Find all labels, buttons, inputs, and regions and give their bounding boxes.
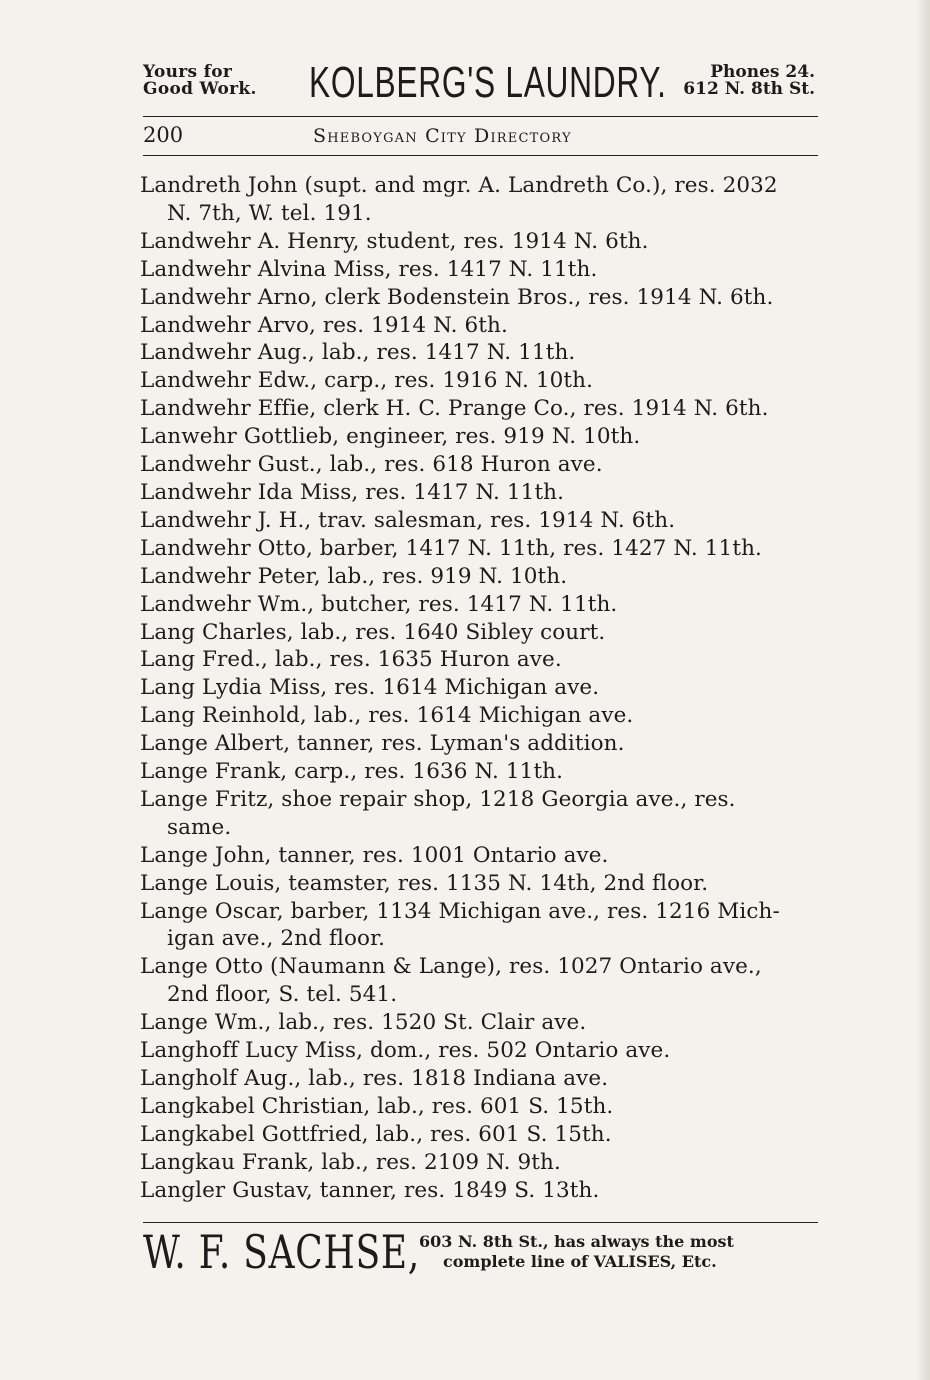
entry-text: Landwehr Arno, clerk Bodenstein Bros., res. 1914 N. 6th. bbox=[140, 284, 774, 310]
directory-entry bbox=[140, 1037, 830, 1065]
entry-text: Langkabel Christian, lab., res. 601 S. 15th. bbox=[140, 1093, 614, 1119]
bottom-advertisement bbox=[143, 1226, 815, 1286]
top-ad-slogan-line: Good Work. bbox=[143, 79, 257, 99]
top-ad-business-name: KOLBERG'S LAUNDRY. bbox=[309, 58, 667, 107]
directory-entries bbox=[140, 172, 830, 1205]
directory-entry bbox=[140, 1065, 830, 1093]
entry-text: Langler Gustav, tanner, res. 1849 S. 13th. bbox=[140, 1177, 600, 1203]
bottom-ad-copy-line: complete line of VALISES, Etc. bbox=[443, 1252, 717, 1271]
directory-entry bbox=[140, 1149, 830, 1177]
top-ad-contact-line: Phones 24. bbox=[710, 62, 815, 82]
directory-entry bbox=[140, 1009, 830, 1037]
entry-text: Lange John, tanner, res. 1001 Ontario ave. bbox=[140, 842, 609, 868]
entry-text: Lange Wm., lab., res. 1520 St. Clair ave. bbox=[140, 1010, 587, 1036]
entry-text: Lang Lydia Miss, res. 1614 Michigan ave. bbox=[140, 675, 600, 701]
top-ad-slogan-line: Yours for bbox=[143, 62, 233, 82]
entry-text: Lange Louis, teamster, res. 1135 N. 14th, 2nd floor. bbox=[140, 870, 709, 896]
page-edge-shadow bbox=[916, 0, 930, 1380]
page-number: 200 bbox=[143, 123, 184, 147]
entry-text: Landreth John (supt. and mgr. A. Landreth Co.), res. 2032 bbox=[140, 173, 778, 198]
directory-entry bbox=[140, 591, 830, 619]
entry-text: Lange Oscar, barber, 1134 Michigan ave., res. 1216 Mich- bbox=[140, 898, 780, 924]
entry-text: Landwehr Aug., lab., res. 1417 N. 11th. bbox=[140, 340, 576, 366]
entry-text: Lang Fred., lab., res. 1635 Huron ave. bbox=[140, 647, 562, 673]
directory-entry bbox=[140, 479, 830, 507]
directory-entry bbox=[140, 451, 830, 479]
entry-text: Landwehr Peter, lab., res. 919 N. 10th. bbox=[140, 563, 568, 589]
bottom-ad-business-name: W. F. SACHSE, bbox=[143, 1225, 421, 1279]
entry-text: Landwehr Alvina Miss, res. 1417 N. 11th. bbox=[140, 256, 598, 282]
entry-text: Landwehr Otto, barber, 1417 N. 11th, res. 1427 N. 11th. bbox=[140, 535, 762, 561]
directory-entry bbox=[140, 423, 830, 451]
entry-text: Landwehr A. Henry, student, res. 1914 N. 6th. bbox=[140, 228, 649, 254]
directory-entry bbox=[140, 507, 830, 535]
entry-text: Landwehr Effie, clerk H. C. Prange Co., res. 1914 N. 6th. bbox=[140, 396, 769, 422]
directory-entry bbox=[140, 172, 830, 228]
directory-entry bbox=[140, 367, 830, 395]
bottom-rule bbox=[143, 1222, 818, 1223]
directory-entry bbox=[140, 1177, 830, 1205]
directory-entry bbox=[140, 535, 830, 563]
header-rule bbox=[143, 155, 818, 156]
directory-entry bbox=[140, 312, 830, 340]
directory-entry bbox=[140, 702, 830, 730]
directory-entry bbox=[140, 563, 830, 591]
entry-text: Langkau Frank, lab., res. 2109 N. 9th. bbox=[140, 1149, 561, 1175]
entry-text: Lanwehr Gottlieb, engineer, res. 919 N. 10th. bbox=[140, 424, 641, 450]
entry-text: Langkabel Gottfried, lab., res. 601 S. 15th. bbox=[140, 1121, 612, 1147]
directory-entry bbox=[140, 730, 830, 758]
entry-text: Landwehr Ida Miss, res. 1417 N. 11th. bbox=[140, 479, 565, 505]
entry-continuation: igan ave., 2nd floor. bbox=[167, 926, 386, 952]
directory-entry bbox=[140, 1093, 830, 1121]
directory-entry bbox=[140, 646, 830, 674]
directory-entry bbox=[140, 339, 830, 367]
top-ad-slogan bbox=[143, 64, 257, 98]
entry-text: Landwehr Edw., carp., res. 1916 N. 10th. bbox=[140, 368, 594, 394]
directory-entry bbox=[140, 228, 830, 256]
directory-entry bbox=[140, 758, 830, 786]
directory-entry bbox=[140, 619, 830, 647]
entry-text: Lange Frank, carp., res. 1636 N. 11th. bbox=[140, 759, 564, 785]
running-title: Sheboygan City Directory bbox=[313, 125, 572, 147]
top-ad-contact-line: 612 N. 8th St. bbox=[683, 79, 815, 99]
running-header bbox=[143, 123, 818, 151]
entry-continuation: N. 7th, W. tel. 191. bbox=[167, 200, 372, 226]
entry-text: Langholf Aug., lab., res. 1818 Indiana ave. bbox=[140, 1066, 609, 1091]
top-rule bbox=[143, 116, 818, 117]
entry-text: Lang Reinhold, lab., res. 1614 Michigan ave. bbox=[140, 703, 634, 729]
directory-entry bbox=[140, 674, 830, 702]
directory-entry bbox=[140, 1121, 830, 1149]
entry-text: Landwehr J. H., trav. salesman, res. 1914 N. 6th. bbox=[140, 507, 676, 533]
directory-entry bbox=[140, 284, 830, 312]
directory-entry bbox=[140, 395, 830, 423]
top-advertisement bbox=[143, 60, 815, 110]
entry-text: Landwehr Wm., butcher, res. 1417 N. 11th. bbox=[140, 591, 618, 617]
top-ad-contact bbox=[683, 64, 815, 98]
entry-text: Lange Fritz, shoe repair shop, 1218 Georgia ave., res. bbox=[140, 786, 736, 812]
directory-entry bbox=[140, 842, 830, 870]
directory-entry bbox=[140, 256, 830, 284]
entry-continuation: 2nd floor, S. tel. 541. bbox=[167, 982, 398, 1008]
entry-text: Lange Albert, tanner, res. Lyman's addition. bbox=[140, 731, 625, 757]
entry-text: Lang Charles, lab., res. 1640 Sibley court. bbox=[140, 619, 606, 645]
entry-text: Lange Otto (Naumann & Lange), res. 1027 Ontario ave., bbox=[140, 954, 762, 980]
bottom-ad-copy bbox=[419, 1232, 734, 1272]
directory-entry bbox=[140, 953, 830, 1009]
entry-continuation: same. bbox=[167, 814, 232, 840]
directory-entry bbox=[140, 870, 830, 898]
entry-text: Landwehr Arvo, res. 1914 N. 6th. bbox=[140, 312, 508, 338]
directory-entry bbox=[140, 786, 830, 842]
bottom-ad-copy-line: 603 N. 8th St., has always the most bbox=[419, 1232, 734, 1251]
entry-text: Landwehr Gust., lab., res. 618 Huron ave. bbox=[140, 452, 603, 478]
directory-entry bbox=[140, 898, 830, 954]
entry-text: Langhoff Lucy Miss, dom., res. 502 Ontario ave. bbox=[140, 1038, 671, 1064]
